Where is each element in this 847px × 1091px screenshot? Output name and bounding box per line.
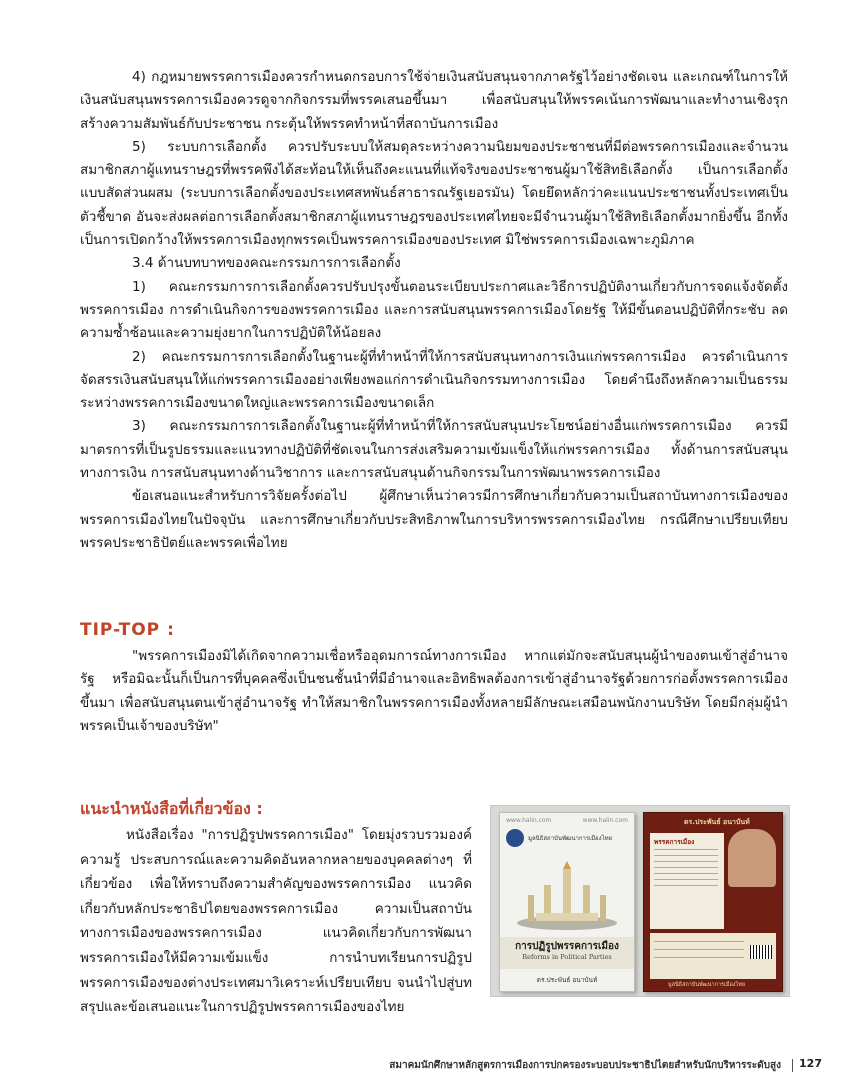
cover-site-b: www.halin.com [582, 817, 628, 824]
footer-divider [792, 1059, 793, 1072]
related-books-text [80, 823, 472, 1020]
barcode-icon [750, 945, 772, 959]
cover-site-a: www.halin.com [506, 817, 552, 824]
related-books-heading: แนะนำหนังสือที่เกี่ยวข้อง : [80, 799, 263, 818]
cover-right-heading: พรรคการเมือง [654, 838, 695, 846]
page-number: 127 [799, 1057, 822, 1070]
cover-title-th: การปฏิรูปพรรคการเมือง [515, 941, 619, 952]
publisher-logo-icon [506, 829, 524, 847]
paragraph-3-4-1: 1) คณะกรรมการการเลือกตั้งควรปรับปรุงขั้นตอนระเบียบประกาศและวิธีการปฏิบัติงานเกี่ยวกับการจดแจ้งจัดตั้งพรรคการเมือง การดำเนินกิจการของพรรคการเมือง และการสนับสนุนพรรคการเมืองโดยรัฐ ให้มีขั้นตอนปฏิบัติที่กระชับ ลดความซ้ำซ้อนและความยุ่งยากในการปฏิบัติให้น้อยลง [80, 278, 788, 342]
cover-right-publisher: มูลนิธิสถาบันพัฒนาการเมืองไทย [668, 982, 746, 988]
cover-author-right: ดร.ประพันธ์ อนาบันท์ [684, 818, 750, 826]
tiptop-heading: TIP-TOP : [80, 620, 175, 640]
book-cover-right [643, 812, 783, 992]
tiptop-quote-text: "พรรคการเมืองมิได้เกิดจากความเชื่อหรืออุดมการณ์ทางการเมือง หากแต่มักจะสนับสนุนผู้นำของตนเข้าสู่อำนาจรัฐ หรือมิฉะนั้นก็เป็นการที่บุคคลซึ่งเป็นชนชั้นนำที่มีอำนาจและอิทธิพลต้องการเข้าสู่อำนาจรัฐด้วยการก่อตั้งพรรคการเมืองขึ้นมา เพื่อสนับสนุนตนเข้าสู่อำนาจรัฐ ทำให้สมาชิกในพรรคการเมืองทั้งหลายมีลักษณะเสมือนพนักงานบริษัท โดยมีกลุ่มผู้นำพรรคเป็นเจ้าของบริษัท" [80, 648, 788, 734]
paragraph-4: 4) กฎหมายพรรคการเมืองควรกำหนดกรอบการใช้จ่ายเงินสนับสนุนจากภาครัฐไว้อย่างชัดเจน และเกณฑ์ในการให้เงินสนับสนุนพรรคการเมืองควรดูจากกิจกรรมที่พรรคเสนอขึ้นมา เพื่อสนับสนุนให้พรรคเน้นการพัฒนาและทำงานเชิงรุก สร้างความสัมพันธ์กับประชาชน กระตุ้นให้พรรคทำหน้าที่สถาบันการเมือง [80, 69, 788, 132]
monument-illustration-icon [514, 861, 620, 931]
author-portrait-icon [728, 829, 776, 887]
cover-author-left: ดร.ประพันธ์ อนาบันท์ [536, 976, 598, 984]
book-covers-image [490, 805, 790, 997]
paragraph-future-research: ข้อเสนอแนะสำหรับการวิจัยครั้งต่อไป ผู้ศึกษาเห็นว่าควรมีการศึกษาเกี่ยวกับความเป็นสถาบันทางการเมืองของพรรคการเมืองไทยในปัจจุบัน และการศึกษาเกี่ยวกับประสิทธิภาพในการบริหารพรรคการเมืองไทย กรณีศึกษาเปรียบเทียบพรรคประชาธิปัตย์และพรรคเพื่อไทย [80, 488, 788, 551]
paragraph-3-4-2: 2) คณะกรรมการการเลือกตั้งในฐานะผู้ที่ทำหน้าที่ให้การสนับสนุนทางการเงินแก่พรรคการเมือง ควรดำเนินการจัดสรรเงินสนับสนุนให้แก่พรรคการเมืองอย่างเพียงพอแก่การดำเนินกิจกรรมทางการเมือง โดยคำนึงถึงหลักความเป็นธรรมระหว่างพรรคการเมืองขนาดใหญ่และพรรคการเมืองขนาดเล็ก [80, 348, 788, 412]
related-books-paragraph: หนังสือเรื่อง "การปฏิรูปพรรคการเมือง" โดยมุ่งรวบรวมองค์ความรู้ ประสบการณ์และความคิดอันหลากหลายของบุคคลต่างๆ ที่เกี่ยวข้อง เพื่อให้ทราบถึงความสำคัญของพรรคการเมือง แนวคิดเกี่ยวกับหลักประชาธิปไตยของพรรคการเมือง ความเป็นสถาบันทางการเมืองของพรรคการเมือง แนวคิดเกี่ยวกับการพัฒนาพรรคการเมืองให้มีความเข้มแข็ง การนำบทเรียนการปฏิรูปพรรคการเมืองของต่างประเทศมาวิเคราะห์เปรียบเทียบ จนนำไปสู่บทสรุปและข้อเสนอแนะในการปฏิรูปพรรคการเมืองของไทย [80, 827, 472, 1016]
cover-title-en: Reforms in Political Parties [522, 953, 612, 961]
tiptop-quote [80, 645, 788, 738]
section-heading-3-4: 3.4 ด้านบทบาทของคณะกรรมการการเลือกตั้ง [132, 255, 401, 272]
body-section [80, 66, 788, 555]
footer-text: สมาคมนักศึกษาหลักสูตรการเมืองการปกครองระบอบประชาธิปไตยสำหรับนักบริหารระดับสูง [389, 1060, 781, 1071]
cover-publisher: มูลนิธิสถาบันพัฒนาการเมืองไทย [528, 835, 613, 842]
paragraph-5: 5) ระบบการเลือกตั้ง ควรปรับระบบให้สมดุลระหว่างความนิยมของประชาชนที่มีต่อพรรคการเมืองและจำนวนสมาชิกสภาผู้แทนราษฎรที่พรรคพึงได้สะท้อนให้เห็นถึงคะแนนที่แท้จริงของประชาชนผู้มาใช้สิทธิเลือกตั้ง เป็นการเลือกตั้งแบบสัดส่วนผสม (ระบบการเลือกตั้งของประเทศสหพันธ์สาธารณรัฐเยอรมัน) โดยยึดหลักว่าคะแนนประชาชนทั้งประเทศเป็นตัวชี้ขาด อันจะส่งผลต่อการเลือกตั้งสมาชิกสภาผู้แทนราษฎรของประเทศไทยจะมีจำนวนผู้มาใช้สิทธิเลือกตั้งมากยิ่งขึ้น อีกทั้งเป็นการเปิดกว้างให้พรรคการเมืองทุกพรรคเป็นพรรคการเมืองของประเทศ มิใช่พรรคการเมืองเฉพาะภูมิภาค [80, 138, 788, 249]
page-footer [0, 1058, 847, 1078]
book-cover-left [499, 812, 635, 992]
paragraph-3-4-3: 3) คณะกรรมการการเลือกตั้งในฐานะผู้ที่ทำหน้าที่ให้การสนับสนุนประโยชน์อย่างอื่นแก่พรรคการเมือง ควรมีมาตรการที่เป็นรูปธรรมและแนวทางปฏิบัติที่ชัดเจนในการส่งเสริมความเข้มแข็งให้แก่พรรคการเมือง ทั้งด้านการสนับสนุนทางการเงิน การสนับสนุนทางด้านวิชาการ และการสนับสนุนด้านกิจกรรมในการพัฒนาพรรคการเมือง [80, 418, 788, 482]
